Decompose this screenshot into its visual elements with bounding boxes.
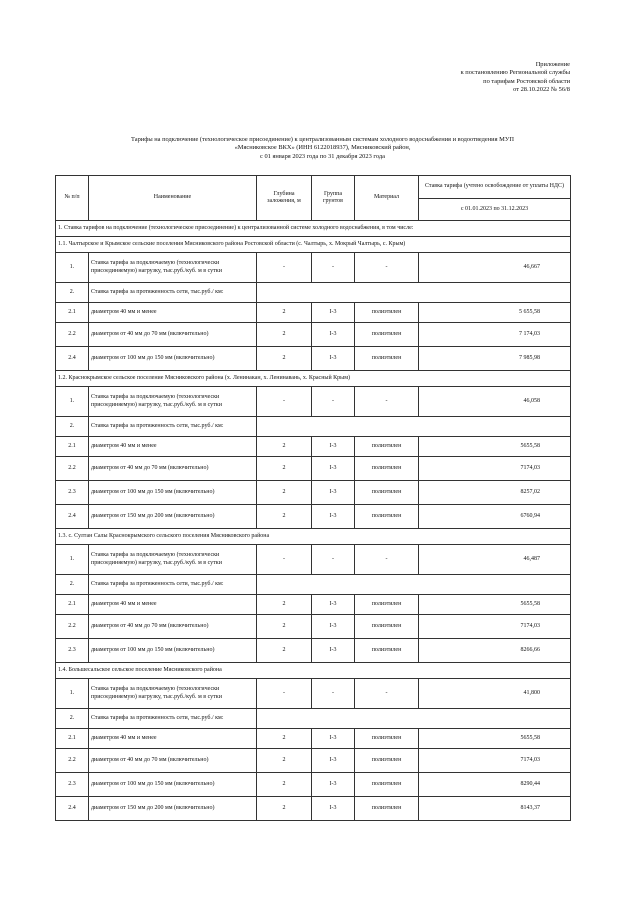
- row-depth: -: [257, 679, 312, 709]
- row-value: 8266,66: [419, 639, 571, 663]
- table-header: [56, 176, 571, 221]
- row-num: 2.2: [56, 749, 89, 773]
- appendix-line: от 28.10.2022 № 56/8: [513, 86, 570, 94]
- row-soil: -: [312, 545, 355, 575]
- table-row: [56, 283, 571, 303]
- row-material: полиэтилен: [355, 729, 419, 749]
- row-soil: I-3: [312, 729, 355, 749]
- table-row: [56, 615, 571, 639]
- row-soil: I-3: [312, 323, 355, 347]
- row-num: 2.3: [56, 639, 89, 663]
- group-title-row: [56, 529, 571, 545]
- header-material: Материал: [355, 176, 419, 221]
- row-num: 2.2: [56, 323, 89, 347]
- row-name: Ставка тарифа за протяженность сети, тыс.руб./ км:: [89, 283, 257, 303]
- row-num: 2.: [56, 283, 89, 303]
- row-depth: 2: [257, 323, 312, 347]
- table-row: [56, 323, 571, 347]
- row-soil: -: [312, 253, 355, 283]
- row-material: полиэтилен: [355, 437, 419, 457]
- row-material: полиэтилен: [355, 347, 419, 371]
- row-value: 5655,58: [419, 595, 571, 615]
- row-depth: 2: [257, 729, 312, 749]
- table-body: [56, 221, 571, 821]
- row-value: 7174,03: [419, 457, 571, 481]
- row-name: Ставка тарифа за подключаемую (технологически присоединяемую) нагрузку, тыс.руб./куб. м в сутки: [89, 545, 257, 575]
- row-value: 5655,58: [419, 437, 571, 457]
- row-empty: [257, 575, 571, 595]
- table-row: [56, 749, 571, 773]
- row-depth: 2: [257, 615, 312, 639]
- row-name: Ставка тарифа за подключаемую (технологически присоединяемую) нагрузку, тыс.руб./куб. м в сутки: [89, 253, 257, 283]
- row-name: диаметром от 40 мм до 70 мм (включительно): [89, 457, 257, 481]
- row-material: полиэтилен: [355, 639, 419, 663]
- title-line: с 01 января 2023 года по 31 декабря 2023 года: [260, 152, 385, 160]
- row-name: диаметром 40 мм и менее: [89, 595, 257, 615]
- header-depth: Глубина заложения, м: [257, 176, 312, 221]
- row-value: 46,667: [419, 253, 571, 283]
- row-material: полиэтилен: [355, 505, 419, 529]
- row-material: -: [355, 545, 419, 575]
- row-material: полиэтилен: [355, 457, 419, 481]
- row-name: диаметром от 100 мм до 150 мм (включительно): [89, 639, 257, 663]
- row-soil: I-3: [312, 481, 355, 505]
- table-row: [56, 595, 571, 615]
- row-depth: 2: [257, 797, 312, 821]
- table-row: [56, 575, 571, 595]
- row-num: 2.1: [56, 437, 89, 457]
- group-title-row: [56, 663, 571, 679]
- appendix-line: по тарифам Ростовской области: [483, 77, 570, 85]
- row-num: 2.1: [56, 303, 89, 323]
- row-num: 1.: [56, 545, 89, 575]
- row-depth: 2: [257, 639, 312, 663]
- row-soil: I-3: [312, 595, 355, 615]
- row-material: полиэтилен: [355, 303, 419, 323]
- row-soil: I-3: [312, 457, 355, 481]
- table-row: [56, 437, 571, 457]
- table-row: [56, 481, 571, 505]
- table-row: [56, 679, 571, 709]
- row-material: полиэтилен: [355, 481, 419, 505]
- row-soil: I-3: [312, 347, 355, 371]
- row-num: 1.: [56, 253, 89, 283]
- section-main-title: 1. Ставка тарифов на подключение (технологическое присоединение) к централизованной системе холодного водоснабжения, в том числе:: [56, 221, 571, 237]
- row-num: 2.: [56, 417, 89, 437]
- row-value: 7 174,03: [419, 323, 571, 347]
- row-material: -: [355, 387, 419, 417]
- table-row: [56, 709, 571, 729]
- group-title: 1.4. Большесальское сельское поселение Мясниковского района: [56, 663, 571, 679]
- row-value: 5655,58: [419, 729, 571, 749]
- row-value: 7174,03: [419, 615, 571, 639]
- table-row: [56, 457, 571, 481]
- row-num: 1.: [56, 387, 89, 417]
- table-row: [56, 639, 571, 663]
- row-material: полиэтилен: [355, 595, 419, 615]
- row-name: Ставка тарифа за протяженность сети, тыс.руб./ км:: [89, 575, 257, 595]
- table-row: [56, 773, 571, 797]
- row-material: -: [355, 679, 419, 709]
- header-soil: Группа грунтов: [312, 176, 355, 221]
- row-name: диаметром от 150 мм до 200 мм (включительно): [89, 797, 257, 821]
- row-depth: -: [257, 545, 312, 575]
- header-rate: Ставка тарифа (учтено освобождение от уплаты НДС): [419, 176, 571, 199]
- row-soil: I-3: [312, 639, 355, 663]
- row-num: 2.: [56, 575, 89, 595]
- row-soil: -: [312, 679, 355, 709]
- row-soil: I-3: [312, 797, 355, 821]
- title-line: Тарифы на подключение (технологическое присоединение) к централизованным системам холодного водоснабжения и водоотведения МУП: [131, 136, 514, 143]
- group-title-row: [56, 371, 571, 387]
- row-value: 7 985,98: [419, 347, 571, 371]
- title-line: «Мясниковское ВКХ» (ИНН 6122018937), Мясниковский район,: [234, 144, 411, 152]
- appendix-line: к постановлению Региональной службы: [460, 69, 570, 77]
- row-value: 41,800: [419, 679, 571, 709]
- row-soil: I-3: [312, 773, 355, 797]
- row-name: Ставка тарифа за подключаемую (технологически присоединяемую) нагрузку, тыс.руб./куб. м в сутки: [89, 679, 257, 709]
- row-value: 8143,37: [419, 797, 571, 821]
- table-row: [56, 417, 571, 437]
- row-name: диаметром от 100 мм до 150 мм (включительно): [89, 481, 257, 505]
- row-value: 5 655,58: [419, 303, 571, 323]
- row-material: полиэтилен: [355, 615, 419, 639]
- row-num: 2.4: [56, 505, 89, 529]
- row-empty: [257, 709, 571, 729]
- header-num: № п/п: [56, 176, 89, 221]
- row-name: Ставка тарифа за подключаемую (технологически присоединяемую) нагрузку, тыс.руб./куб. м в сутки: [89, 387, 257, 417]
- row-name: диаметром 40 мм и менее: [89, 729, 257, 749]
- appendix-line: Приложение: [535, 61, 570, 68]
- table-row: [56, 387, 571, 417]
- row-soil: I-3: [312, 303, 355, 323]
- row-depth: 2: [257, 481, 312, 505]
- row-value: 7174,03: [419, 749, 571, 773]
- group-title: 1.1. Чалтырское и Крымское сельские поселения Мясниковского района Ростовской области (с. Чалтырь, х. Мокрый Чалтырь, с. Крым): [56, 237, 571, 253]
- row-num: 2.: [56, 709, 89, 729]
- row-value: 8257,02: [419, 481, 571, 505]
- row-name: диаметром от 100 мм до 150 мм (включительно): [89, 773, 257, 797]
- row-material: -: [355, 253, 419, 283]
- document-title: [50, 136, 595, 161]
- row-depth: 2: [257, 347, 312, 371]
- row-value: 46,487: [419, 545, 571, 575]
- row-name: диаметром от 40 мм до 70 мм (включительно): [89, 323, 257, 347]
- row-num: 2.3: [56, 773, 89, 797]
- row-material: полиэтилен: [355, 323, 419, 347]
- row-num: 2.1: [56, 595, 89, 615]
- row-num: 2.4: [56, 797, 89, 821]
- row-name: диаметром 40 мм и менее: [89, 303, 257, 323]
- row-depth: 2: [257, 749, 312, 773]
- row-soil: I-3: [312, 505, 355, 529]
- row-depth: -: [257, 253, 312, 283]
- row-soil: I-3: [312, 749, 355, 773]
- row-value: 6760,94: [419, 505, 571, 529]
- row-depth: 2: [257, 437, 312, 457]
- row-value: 8290,44: [419, 773, 571, 797]
- group-title: 1.2. Краснокрымское сельское поселение Мясниковского района (х. Ленинакан, х. Ленинавань, х. Красный Крым): [56, 371, 571, 387]
- row-num: 2.4: [56, 347, 89, 371]
- row-num: 2.3: [56, 481, 89, 505]
- row-num: 2.2: [56, 457, 89, 481]
- row-name: Ставка тарифа за протяженность сети, тыс.руб./ км:: [89, 417, 257, 437]
- table-row: [56, 545, 571, 575]
- row-name: диаметром 40 мм и менее: [89, 437, 257, 457]
- row-material: полиэтилен: [355, 797, 419, 821]
- row-value: 46,058: [419, 387, 571, 417]
- row-num: 2.2: [56, 615, 89, 639]
- row-name: диаметром от 40 мм до 70 мм (включительно): [89, 749, 257, 773]
- table-row: [56, 347, 571, 371]
- row-name: диаметром от 100 мм до 150 мм (включительно): [89, 347, 257, 371]
- header-name: Наименование: [89, 176, 257, 221]
- row-num: 2.1: [56, 729, 89, 749]
- table-row: [56, 303, 571, 323]
- row-material: полиэтилен: [355, 773, 419, 797]
- group-title-row: [56, 237, 571, 253]
- row-soil: -: [312, 387, 355, 417]
- section-row: [56, 221, 571, 237]
- table-row: [56, 505, 571, 529]
- row-empty: [257, 417, 571, 437]
- row-soil: I-3: [312, 437, 355, 457]
- row-name: Ставка тарифа за протяженность сети, тыс.руб./ км:: [89, 709, 257, 729]
- table-row: [56, 729, 571, 749]
- row-depth: 2: [257, 303, 312, 323]
- row-depth: 2: [257, 773, 312, 797]
- group-title: 1.3. с. Султан Салы Краснокрымского сельского поселения Мясниковского района: [56, 529, 571, 545]
- row-num: 1.: [56, 679, 89, 709]
- row-name: диаметром от 40 мм до 70 мм (включительно): [89, 615, 257, 639]
- row-depth: 2: [257, 505, 312, 529]
- row-name: диаметром от 150 мм до 200 мм (включительно): [89, 505, 257, 529]
- table-row: [56, 797, 571, 821]
- tariff-table: [55, 175, 571, 821]
- row-depth: -: [257, 387, 312, 417]
- appendix-block: [461, 61, 570, 95]
- row-depth: 2: [257, 595, 312, 615]
- row-depth: 2: [257, 457, 312, 481]
- row-soil: I-3: [312, 615, 355, 639]
- table-row: [56, 253, 571, 283]
- row-empty: [257, 283, 571, 303]
- header-period: с 01.01.2023 по 31.12.2023: [419, 199, 571, 221]
- row-material: полиэтилен: [355, 749, 419, 773]
